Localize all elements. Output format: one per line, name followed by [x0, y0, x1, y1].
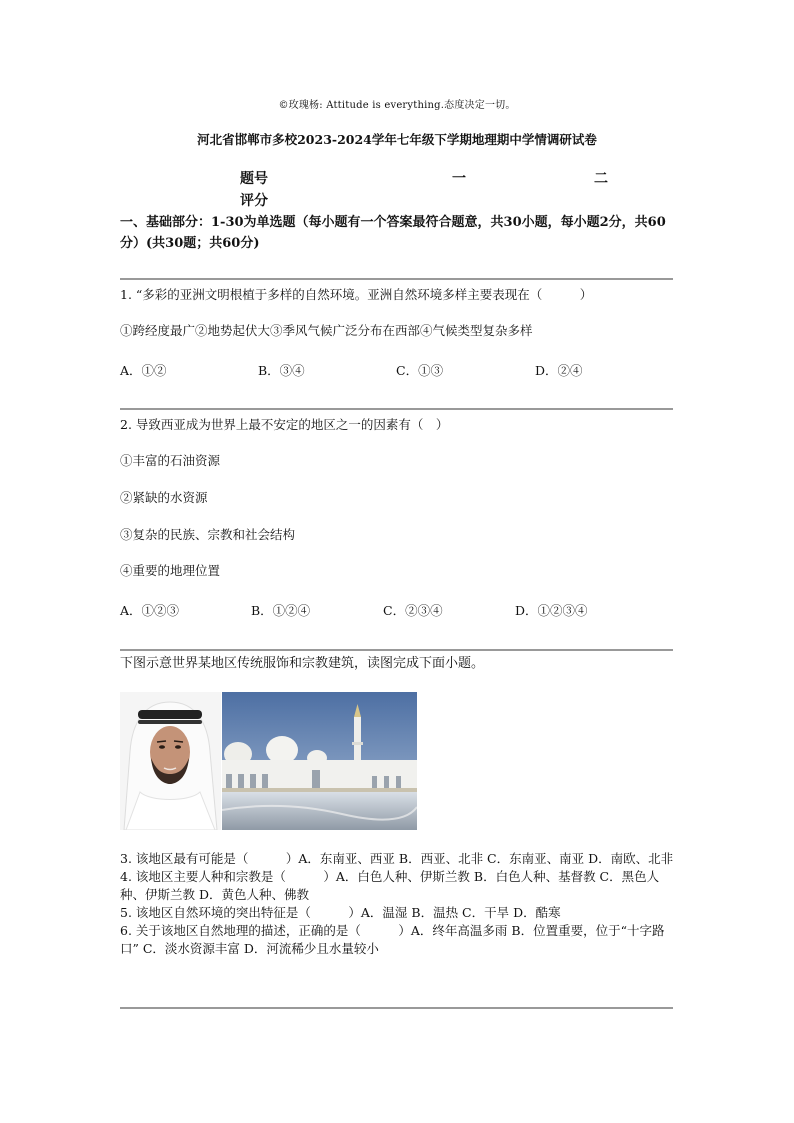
- table-col-1: 一: [452, 171, 466, 187]
- table-row-label: 评分: [240, 193, 268, 209]
- divider: [120, 649, 673, 651]
- q6-text: 6. 关于该地区自然地理的描述，正确的是（ ）A．终年高温多雨 B．位置重要，位于“十字路口” C．淡水资源丰富 D．河流稀少且水量较小: [120, 923, 665, 956]
- q3-text: 3. 该地区最有可能是（ ）A．东南亚、西亚 B．西亚、北非 C．东南亚、南亚 D．南欧、北非: [120, 851, 674, 866]
- q2-option-b: B．①②④: [251, 603, 311, 618]
- grouped-questions: [120, 850, 680, 958]
- q2-item-4: ④重要的地理位置: [120, 563, 221, 578]
- header-motto: ©玫瑰杨: Attitude is everything.态度决定一切。: [278, 100, 516, 111]
- q2-option-d: D．①②③④: [515, 603, 588, 618]
- q1-option-b: B．③④: [258, 363, 305, 378]
- q1-option-d: D．②④: [535, 363, 583, 378]
- table-col-label: 题号: [240, 171, 268, 187]
- q4-text: 4. 该地区主要人种和宗教是（ ）A．白色人种、伊斯兰教 B．白色人种、基督教 C．黑色人种、伊斯兰教 D．黄色人种、佛教: [120, 869, 660, 902]
- q1-option-c: C．①③: [396, 363, 444, 378]
- table-col-2: 二: [594, 171, 608, 187]
- group-intro: 下图示意世界某地区传统服饰和宗教建筑，读图完成下面小题。: [120, 656, 485, 671]
- photo-traditional-dress: [120, 692, 221, 830]
- q1-option-a: A．①②: [120, 363, 167, 378]
- exam-title: 河北省邯郸市多校2023-2024学年七年级下学期地理期中学情调研试卷: [197, 132, 597, 147]
- photo-mosque: [222, 692, 417, 830]
- q1-statement: ①跨经度最广②地势起伏大③季风气候广泛分布在西部④气候类型复杂多样: [120, 323, 533, 338]
- q2-stem: 2. 导致西亚成为世界上最不安定的地区之一的因素有（ ）: [120, 417, 449, 432]
- q2-option-c: C．②③④: [383, 603, 443, 618]
- divider: [120, 1007, 673, 1009]
- q1-stem: 1. “多彩的亚洲文明根植于多样的自然环境。亚洲自然环境多样主要表现在（ ）: [120, 287, 593, 302]
- q2-option-a: A．①②③: [120, 603, 180, 618]
- section-heading: 一、基础部分：1-30为单选题（每小题有一个答案最符合题意，共30小题，每小题2分，共60分）(共30题；共60分): [120, 215, 666, 251]
- q2-item-1: ①丰富的石油资源: [120, 453, 221, 468]
- divider: [120, 278, 673, 280]
- q2-item-2: ②紧缺的水资源: [120, 490, 208, 505]
- q2-item-3: ③复杂的民族、宗教和社会结构: [120, 527, 296, 542]
- q5-text: 5. 该地区自然环境的突出特征是（ ）A．温湿 B．温热 C．干旱 D．酷寒: [120, 905, 561, 920]
- divider: [120, 408, 673, 410]
